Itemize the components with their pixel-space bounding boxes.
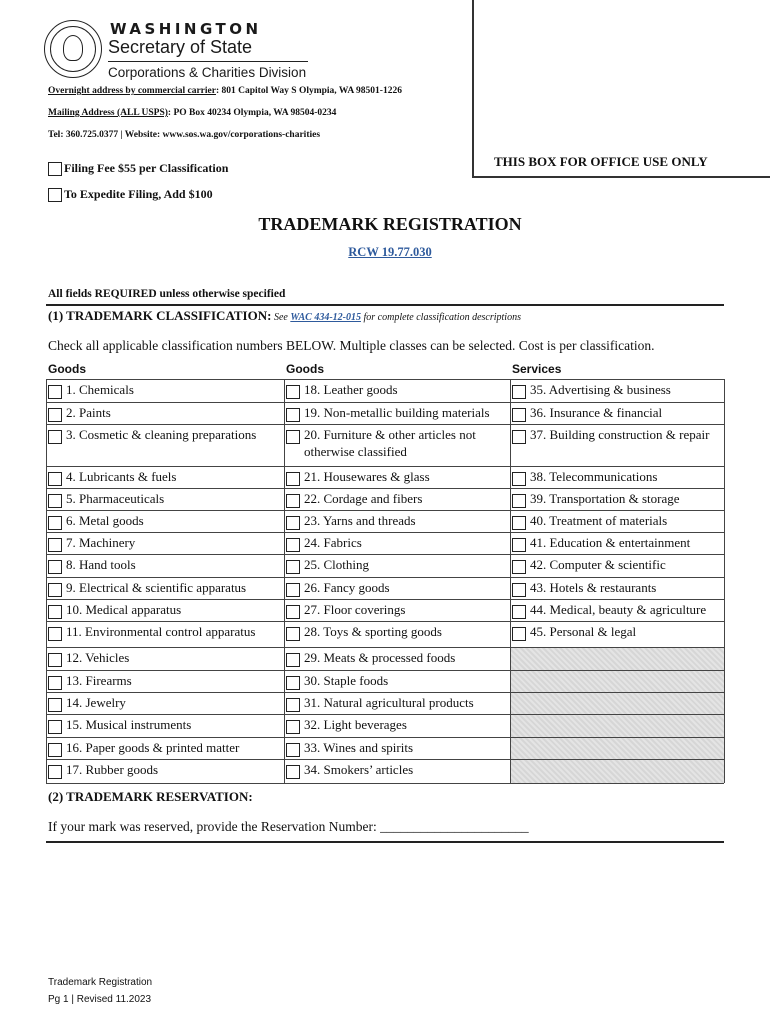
class-checkbox[interactable] <box>286 385 300 399</box>
class-checkbox[interactable] <box>512 408 526 422</box>
class-label: 23. Yarns and threads <box>304 513 416 528</box>
class-checkbox[interactable] <box>512 538 526 552</box>
class-label: 45. Personal & legal <box>530 624 637 639</box>
class-option[interactable] <box>286 694 508 712</box>
class-checkbox[interactable] <box>48 408 62 422</box>
rcw-link[interactable]: RCW 19.77.030 <box>348 245 432 259</box>
class-checkbox[interactable] <box>512 516 526 530</box>
class-option[interactable] <box>48 623 282 641</box>
class-checkbox[interactable] <box>286 765 300 779</box>
table-grid-line <box>46 783 724 784</box>
class-label: 44. Medical, beauty & agriculture <box>530 602 707 617</box>
org-name-secretary: Secretary of State <box>108 37 253 57</box>
section2-divider <box>46 841 724 843</box>
class-checkbox[interactable] <box>48 385 62 399</box>
class-option[interactable] <box>286 490 508 508</box>
class-label: 32. Light beverages <box>304 717 407 732</box>
wac-link[interactable]: WAC 434-12-015 <box>290 312 361 323</box>
table-grid-line <box>46 402 724 403</box>
class-label: 4. Lubricants & fuels <box>66 469 177 484</box>
class-label: 3. Cosmetic & cleaning preparations <box>66 427 257 442</box>
class-checkbox[interactable] <box>286 627 300 641</box>
class-label: 10. Medical apparatus <box>66 602 182 617</box>
class-label: 36. Insurance & financial <box>530 405 663 420</box>
class-option[interactable] <box>286 623 508 641</box>
table-grid-line <box>46 670 724 671</box>
required-note: All fields REQUIRED unless otherwise specified <box>48 288 286 300</box>
class-checkbox[interactable] <box>48 583 62 597</box>
class-option[interactable] <box>48 716 282 734</box>
class-option[interactable] <box>286 512 508 530</box>
class-checkbox[interactable] <box>286 408 300 422</box>
class-checkbox[interactable] <box>286 583 300 597</box>
class-label: 12. Vehicles <box>66 650 130 665</box>
class-label: 13. Firearms <box>66 673 132 688</box>
class-label: 20. Furniture & other articles not otherwise classified <box>304 427 476 459</box>
table-grid-line <box>46 621 724 622</box>
table-grid-line <box>510 379 511 783</box>
class-label: 39. Transportation & storage <box>530 491 680 506</box>
table-grid-line <box>46 759 724 760</box>
class-option[interactable] <box>48 579 282 597</box>
class-option[interactable] <box>512 404 722 422</box>
org-name-washington: WASHINGTON <box>110 20 262 38</box>
class-option[interactable] <box>512 468 722 486</box>
class-checkbox[interactable] <box>512 494 526 508</box>
class-label: 9. Electrical & scientific apparatus <box>66 580 247 595</box>
class-label: 16. Paper goods & printed matter <box>66 740 240 755</box>
class-label: 33. Wines and spirits <box>304 740 414 755</box>
class-label: 31. Natural agricultural products <box>304 695 474 710</box>
class-label: 14. Jewelry <box>66 695 126 710</box>
class-option[interactable] <box>512 601 722 619</box>
expedite-checkbox[interactable] <box>48 188 62 202</box>
class-option[interactable] <box>48 534 282 552</box>
class-checkbox[interactable] <box>48 698 62 712</box>
class-checkbox[interactable] <box>286 605 300 619</box>
class-option[interactable] <box>286 468 508 486</box>
class-checkbox[interactable] <box>512 583 526 597</box>
class-checkbox[interactable] <box>48 516 62 530</box>
class-label: 38. Telecommunications <box>530 469 658 484</box>
class-checkbox[interactable] <box>286 560 300 574</box>
reservation-number-field[interactable]: If your mark was reserved, provide the Reservation Number: ______________________ <box>48 819 529 834</box>
table-grid-line <box>46 577 724 578</box>
class-label: 42. Computer & scientific <box>530 557 666 572</box>
class-label: 19. Non-metallic building materials <box>304 405 490 420</box>
class-checkbox[interactable] <box>286 472 300 486</box>
class-label: 30. Staple foods <box>304 673 389 688</box>
class-checkbox[interactable] <box>286 698 300 712</box>
class-option[interactable] <box>48 739 282 757</box>
class-label: 5. Pharmaceuticals <box>66 491 165 506</box>
class-option[interactable] <box>48 556 282 574</box>
class-checkbox[interactable] <box>286 720 300 734</box>
class-checkbox[interactable] <box>48 472 62 486</box>
seal-portrait <box>63 35 83 61</box>
class-checkbox[interactable] <box>48 627 62 641</box>
class-label: 17. Rubber goods <box>66 762 159 777</box>
class-checkbox[interactable] <box>48 560 62 574</box>
class-label: 6. Metal goods <box>66 513 144 528</box>
class-option[interactable] <box>48 601 282 619</box>
table-grid-line <box>46 379 724 380</box>
class-checkbox[interactable] <box>512 627 526 641</box>
class-checkbox[interactable] <box>286 538 300 552</box>
table-grid-line <box>46 466 724 467</box>
class-option[interactable] <box>512 623 722 641</box>
class-option[interactable] <box>512 512 722 530</box>
wa-state-seal <box>44 20 102 78</box>
class-label: 1. Chemicals <box>66 382 134 397</box>
class-label: 21. Housewares & glass <box>304 469 430 484</box>
class-label: 2. Paints <box>66 405 111 420</box>
class-checkbox[interactable] <box>48 676 62 690</box>
class-option[interactable] <box>286 556 508 574</box>
table-grid-line <box>46 554 724 555</box>
class-checkbox[interactable] <box>286 653 300 667</box>
org-division: Corporations & Charities Division <box>108 65 307 80</box>
class-label: 15. Musical instruments <box>66 717 192 732</box>
class-checkbox[interactable] <box>48 653 62 667</box>
class-label: 26. Fancy goods <box>304 580 390 595</box>
class-option[interactable] <box>48 761 282 779</box>
mailing-address: Mailing Address (ALL USPS): PO Box 40234 Olympia, WA 98504-0234 <box>48 108 337 118</box>
org-divider <box>108 61 308 62</box>
table-grid-line <box>46 488 724 489</box>
class-label: 34. Smokers’ articles <box>304 762 414 777</box>
class-option[interactable] <box>48 468 282 486</box>
table-grid-line <box>46 532 724 533</box>
table-grid-line <box>724 379 725 783</box>
class-label: 18. Leather goods <box>304 382 398 397</box>
class-checkbox[interactable] <box>48 720 62 734</box>
table-grid-line <box>46 692 724 693</box>
class-label: 40. Treatment of materials <box>530 513 668 528</box>
class-option[interactable] <box>512 381 722 399</box>
class-option[interactable] <box>286 426 508 460</box>
class-checkbox[interactable] <box>512 605 526 619</box>
class-checkbox[interactable] <box>512 385 526 399</box>
class-checkbox[interactable] <box>286 494 300 508</box>
class-label: 35. Advertising & business <box>530 382 671 397</box>
section-divider <box>46 304 724 306</box>
class-checkbox[interactable] <box>512 430 526 444</box>
class-label: 41. Education & entertainment <box>530 535 691 550</box>
class-checkbox[interactable] <box>286 516 300 530</box>
class-option[interactable] <box>286 579 508 597</box>
class-checkbox[interactable] <box>286 676 300 690</box>
unused-shaded-area <box>510 647 724 783</box>
class-option[interactable] <box>48 381 282 399</box>
table-grid-line <box>46 714 724 715</box>
class-label: 11. Environmental control apparatus <box>66 624 256 639</box>
contact-info: Tel: 360.725.0377 | Website: www.sos.wa.gov/corporations-charities <box>48 130 321 140</box>
class-option[interactable] <box>286 381 508 399</box>
class-label: 27. Floor coverings <box>304 602 406 617</box>
class-checkbox[interactable] <box>48 494 62 508</box>
class-option[interactable] <box>286 672 508 690</box>
overnight-address: Overnight address by commercial carrier: 801 Capitol Way S Olympia, WA 98501-1226 <box>48 86 402 96</box>
class-option[interactable] <box>286 601 508 619</box>
filing-fee-option[interactable]: Filing Fee $55 per Classification <box>48 161 228 176</box>
class-option[interactable] <box>48 404 282 422</box>
class-label: 24. Fabrics <box>304 535 362 550</box>
class-checkbox[interactable] <box>48 765 62 779</box>
class-option[interactable] <box>286 716 508 734</box>
table-grid-line <box>46 510 724 511</box>
class-option[interactable] <box>48 672 282 690</box>
class-option[interactable] <box>512 490 722 508</box>
class-checkbox[interactable] <box>48 430 62 444</box>
class-option[interactable] <box>512 426 722 444</box>
class-option[interactable] <box>48 649 282 667</box>
expedite-option[interactable]: To Expedite Filing, Add $100 <box>48 187 213 202</box>
class-checkbox[interactable] <box>286 743 300 757</box>
class-checkbox[interactable] <box>48 605 62 619</box>
office-use-label: THIS BOX FOR OFFICE USE ONLY <box>494 154 708 169</box>
class-option[interactable] <box>512 534 722 552</box>
class-option[interactable] <box>286 761 508 779</box>
class-option[interactable] <box>512 579 722 597</box>
class-label: 7. Machinery <box>66 535 136 550</box>
section1-heading: (1) TRADEMARK CLASSIFICATION: See WAC 434-12-015 for complete classification descriptions <box>48 308 521 323</box>
table-grid-line <box>46 599 724 600</box>
class-checkbox[interactable] <box>286 430 300 444</box>
class-label: 43. Hotels & restaurants <box>530 580 657 595</box>
class-label: 22. Cordage and fibers <box>304 491 423 506</box>
class-checkbox[interactable] <box>48 743 62 757</box>
class-option[interactable] <box>286 534 508 552</box>
table-grid-line <box>46 647 724 648</box>
table-grid-line <box>46 379 47 783</box>
office-box-border-bottom <box>472 176 770 178</box>
col3-header: Services <box>512 362 562 376</box>
class-label: 8. Hand tools <box>66 557 136 572</box>
class-option[interactable] <box>48 694 282 712</box>
table-grid-line <box>284 379 285 783</box>
table-grid-line <box>46 737 724 738</box>
office-box-border-left <box>472 0 474 177</box>
class-option[interactable] <box>48 490 282 508</box>
section2-heading: (2) TRADEMARK RESERVATION: <box>48 789 253 804</box>
class-label: 37. Building construction & repair <box>530 427 710 442</box>
footer-page: Pg 1 | Revised 11.2023 <box>48 994 152 1005</box>
class-label: 28. Toys & sporting goods <box>304 624 442 639</box>
col2-header: Goods <box>286 362 324 376</box>
class-option[interactable] <box>286 649 508 667</box>
class-option[interactable] <box>48 426 282 444</box>
class-option[interactable] <box>48 512 282 530</box>
class-option[interactable] <box>286 739 508 757</box>
table-grid-line <box>46 424 724 425</box>
class-checkbox[interactable] <box>512 472 526 486</box>
class-label: 25. Clothing <box>304 557 370 572</box>
form-title: TRADEMARK REGISTRATION <box>258 214 522 234</box>
classification-instruction: Check all applicable classification numbers BELOW. Multiple classes can be selected. Cost is per classification. <box>48 338 655 353</box>
filing-fee-checkbox[interactable] <box>48 162 62 176</box>
class-option[interactable] <box>286 404 508 422</box>
footer-title: Trademark Registration <box>48 977 153 988</box>
class-checkbox[interactable] <box>48 538 62 552</box>
class-label: 29. Meats & processed foods <box>304 650 456 665</box>
col1-header: Goods <box>48 362 86 376</box>
class-checkbox[interactable] <box>512 560 526 574</box>
class-option[interactable] <box>512 556 722 574</box>
